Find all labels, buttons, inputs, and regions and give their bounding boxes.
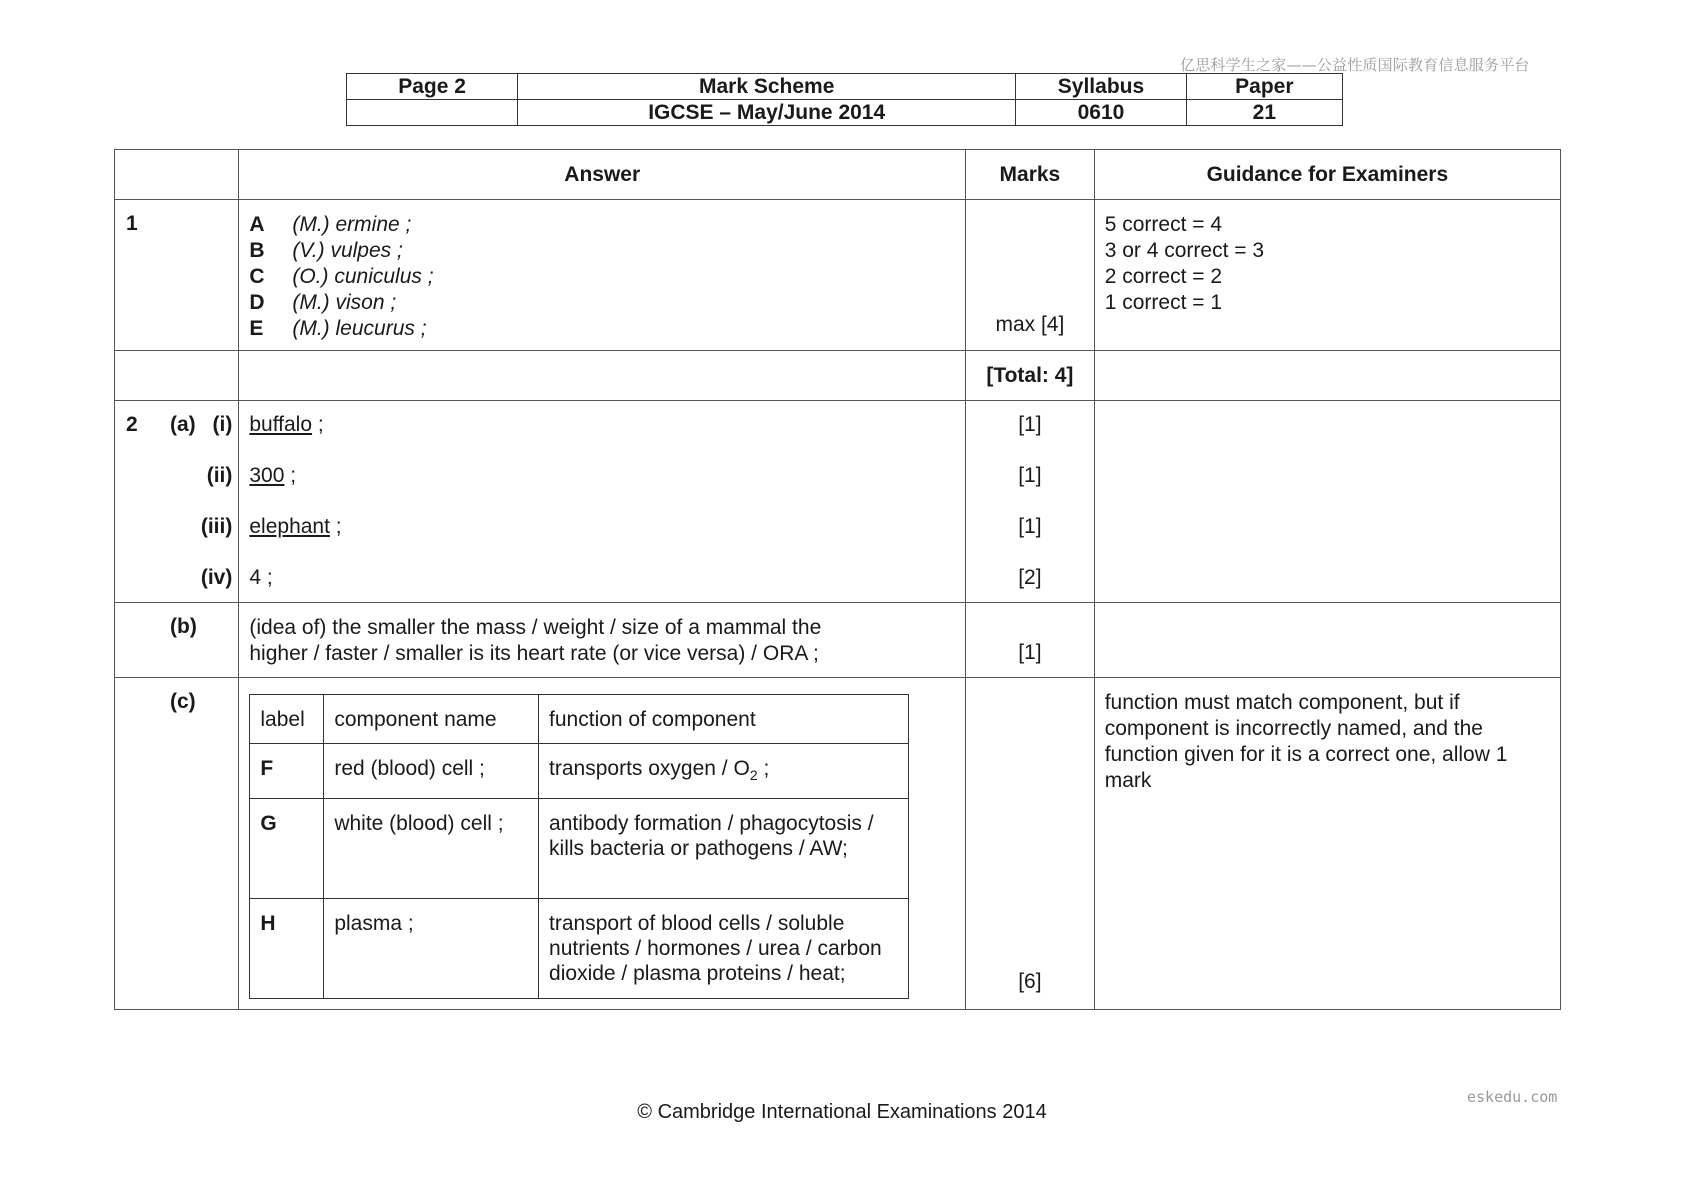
- table-row: G white (blood) cell ; antibody formation / phagocytosis / kills bacteria or pathogens / AW;: [250, 799, 909, 899]
- q2a-iv-label: (iv): [200, 566, 233, 589]
- q1-marks-cell: [966, 200, 1095, 351]
- col-question: [115, 150, 239, 200]
- q2a-label-cell: [115, 401, 239, 603]
- q1-total-row: [115, 351, 1561, 401]
- q2a-iv-marks: [2]: [1018, 566, 1042, 589]
- q2-number: 2: [126, 413, 138, 436]
- q2b-row: [115, 603, 1561, 678]
- watermark-bottom: eskedu.com: [1467, 1088, 1558, 1106]
- q1-marks: max [4]: [995, 313, 1065, 336]
- q2b-marks: [1]: [1018, 641, 1042, 664]
- q1-item-letter: C: [249, 265, 265, 288]
- header-table: [346, 73, 1343, 126]
- q1-item-letter: A: [249, 213, 265, 236]
- q2a-iii-label: (iii): [200, 515, 233, 538]
- q1-item-letter: B: [249, 239, 265, 262]
- q1-item: [249, 316, 955, 342]
- q1-item-text: (M.) ermine ;: [292, 213, 412, 236]
- q2a-i-marks: [1]: [1018, 413, 1042, 436]
- q1-answer: [239, 200, 966, 351]
- header-syllabus: 0610: [1016, 100, 1186, 126]
- q1-item-letter: E: [249, 317, 264, 340]
- mark-scheme-table: [114, 149, 1561, 1010]
- q1-item: [249, 290, 955, 316]
- q1-guidance-line: 1 correct = 1: [1104, 291, 1223, 314]
- header-page: Page 2: [347, 74, 518, 100]
- q2a-iii-answer: elephant ;: [249, 515, 342, 538]
- q2c-marks: [6]: [1018, 970, 1042, 993]
- q2b-answer: (idea of) the smaller the mass / weight / size of a mammal the higher / faster / smaller is its heart rate (or vice versa) / ORA ;: [239, 603, 966, 678]
- q2a-label: (a): [170, 413, 196, 436]
- q2c-row: [115, 678, 1561, 1010]
- q2a-ii-answer: 300 ;: [249, 464, 297, 487]
- q2a-i-answer: buffalo ;: [249, 413, 324, 436]
- q1-item: [249, 212, 955, 238]
- q1-number-cell: [115, 200, 239, 351]
- col-answer: Answer: [239, 150, 966, 200]
- q1-number: 1: [126, 212, 138, 235]
- q2c-label: (c): [170, 690, 196, 713]
- q1-item-text: (O.) cuniculus ;: [292, 265, 434, 288]
- header-syllabus-label: Syllabus: [1016, 74, 1186, 100]
- q1-total: [Total: 4]: [966, 351, 1095, 401]
- q2c-guidance: function must match component, but if component is incorrectly named, and the function given for it is a correct one, allow 1 mark: [1094, 678, 1560, 1010]
- q2a-marks: [966, 401, 1095, 603]
- th-component-name: component name: [324, 695, 539, 744]
- q1-item-letter: D: [249, 291, 265, 314]
- q1-item-text: (V.) vulpes ;: [292, 239, 403, 262]
- col-marks: Marks: [966, 150, 1095, 200]
- q2c-answer: [239, 678, 966, 1010]
- q1-row: [115, 200, 1561, 351]
- q1-item: [249, 238, 955, 264]
- q1-guidance-line: 2 correct = 2: [1104, 265, 1223, 288]
- q2a-iii-marks: [1]: [1018, 515, 1042, 538]
- table-row: F red (blood) cell ; transports oxygen / $O_2$ ;: [250, 744, 909, 799]
- table-row: H plasma ; transport of blood cells / soluble nutrients / hormones / urea / carbon dioxide / plasma proteins / heat;: [250, 899, 909, 999]
- q1-guidance-line: 5 correct = 4: [1104, 213, 1223, 236]
- header-title: Mark Scheme: [518, 74, 1016, 100]
- q2a-answers: [239, 401, 966, 603]
- q1-item-text: (M.) leucurus ;: [292, 317, 427, 340]
- q1-item: [249, 264, 955, 290]
- watermark-top: 亿思科学生之家——公益性质国际教育信息服务平台: [1180, 56, 1530, 74]
- q2a-ii-label: (ii): [206, 464, 233, 487]
- q2a-row: [115, 401, 1561, 603]
- copyright-footer: © Cambridge International Examinations 2014: [637, 1101, 1047, 1123]
- header-paper: 21: [1186, 100, 1342, 126]
- header-paper-label: Paper: [1186, 74, 1342, 100]
- q2b-label: (b): [170, 615, 197, 638]
- q2a-i-label: (i): [212, 413, 233, 436]
- q1-guidance-line: 3 or 4 correct = 3: [1104, 239, 1265, 262]
- header-exam: IGCSE – May/June 2014: [518, 100, 1016, 126]
- blood-components-table: [249, 694, 909, 999]
- th-function: function of component: [539, 695, 909, 744]
- header-empty: [347, 100, 518, 126]
- q1-guidance: [1094, 200, 1560, 351]
- q1-item-text: (M.) vison ;: [292, 291, 397, 314]
- th-label: label: [250, 695, 324, 744]
- q2a-iv-answer: 4 ;: [249, 566, 273, 589]
- col-guidance: Guidance for Examiners: [1094, 150, 1560, 200]
- q2a-ii-marks: [1]: [1018, 464, 1042, 487]
